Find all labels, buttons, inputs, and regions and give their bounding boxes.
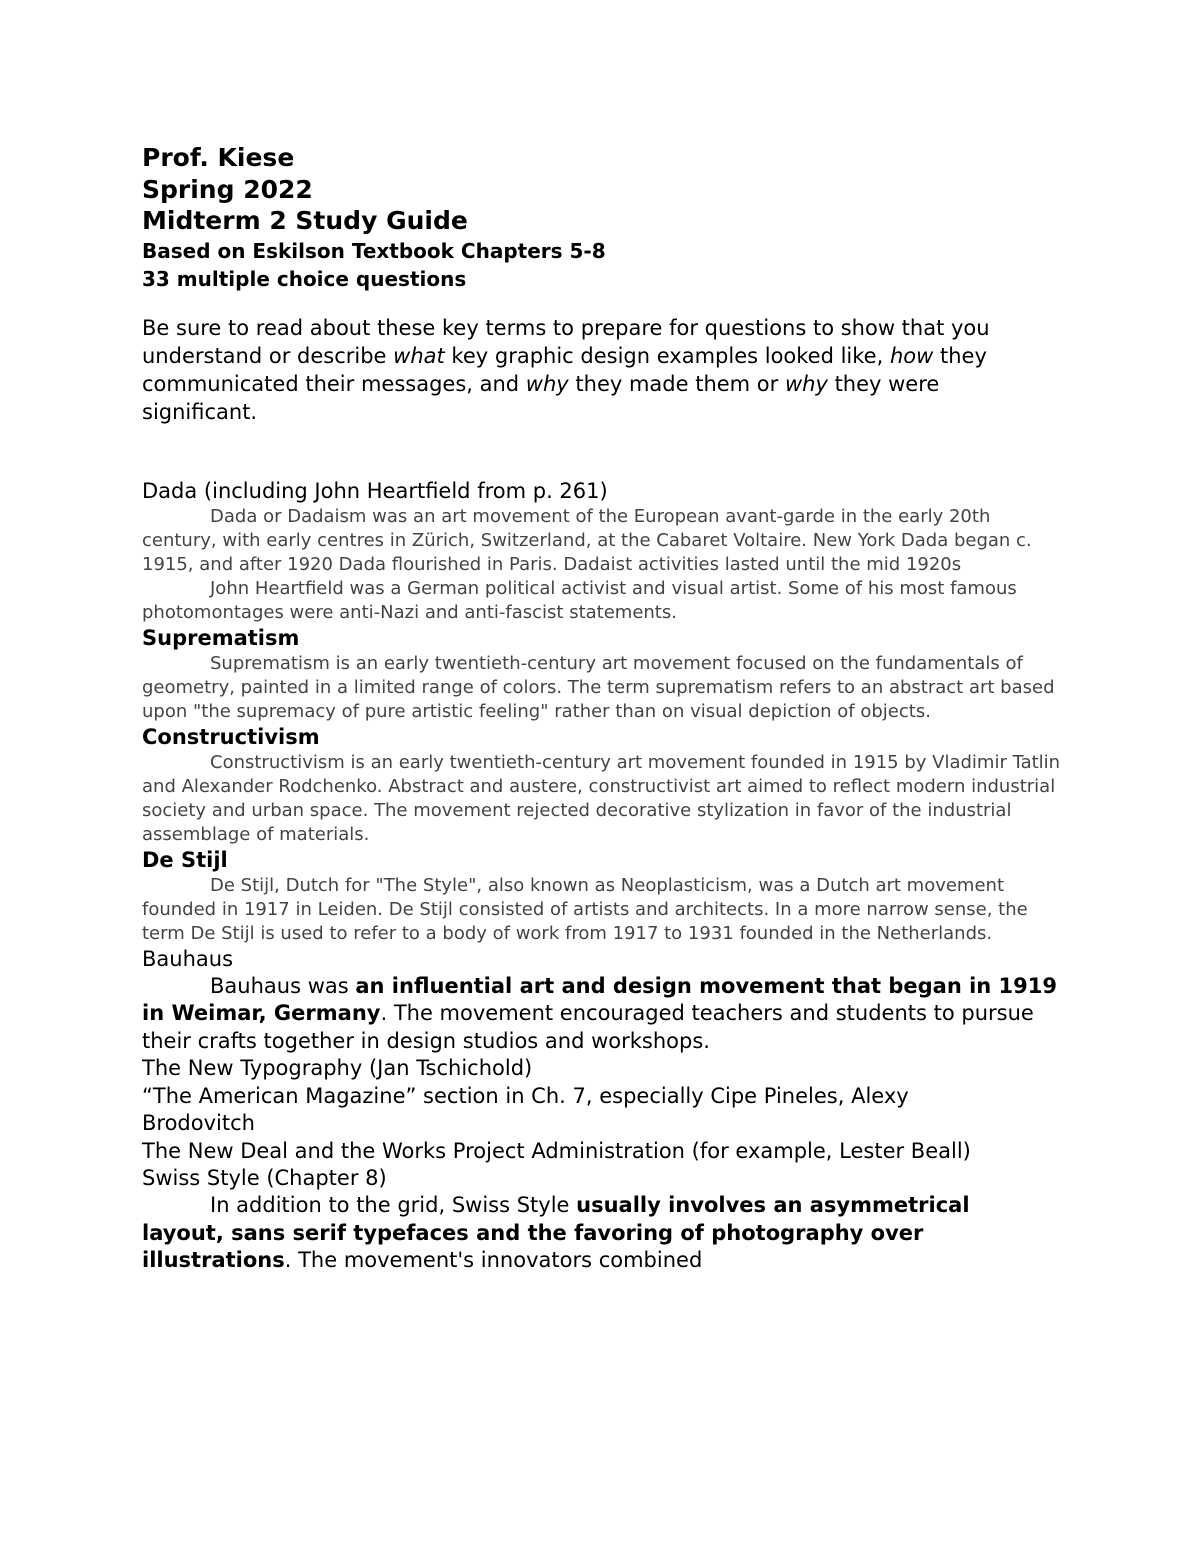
section-constructivism <box>142 724 1062 847</box>
swiss-text: In addition to the grid, Swiss Style <box>210 1193 577 1217</box>
suprematism-description: Suprematism is an early twentieth-century art movement focused on the fundamentals of geometry, painted in a limited range of colors. The term suprematism refers to an abstract art based upon "the supremacy of pure artistic feeling" rather than on visual depiction of objects. <box>142 652 1055 722</box>
question-count: 33 multiple choice questions <box>142 266 467 291</box>
heartfield-description: John Heartfield was a German political activist and visual artist. Some of his most famous photomontages were anti-Nazi and anti-fascist statements. <box>142 577 1017 623</box>
section-title-dada: Dada (including John Heartfield from p. 261) <box>142 478 608 503</box>
professor-name: Prof. Kiese <box>142 143 295 172</box>
term: Spring 2022 <box>142 174 313 204</box>
constructivism-description: Constructivism is an early twentieth-century art movement founded in 1915 by Vladimir Tatlin and Alexander Rodchenko. Abstract and austere, constructivist art aimed to reflect modern industrial society and urban space. The movement rejected decorative stylization in favor of the industrial assemblage of materials. <box>142 751 1061 845</box>
document-page <box>142 142 1062 1275</box>
header-block <box>142 142 1062 293</box>
section-title-constructivism: Constructivism <box>142 724 320 749</box>
section-title-suprematism: Suprematism <box>142 625 300 650</box>
intro-text: they were significant. <box>142 371 940 424</box>
section-destijl <box>142 847 1062 946</box>
section-description <box>142 973 1057 1056</box>
bauhaus-text: . The movement encouraged teachers and students to pursue their crafts together in design studios and workshops. <box>142 1001 1034 1053</box>
section-description <box>142 874 1062 946</box>
section-title-new-typography: The New Typography (Jan Tschichold) <box>142 1056 533 1080</box>
section-description <box>142 505 1062 625</box>
document-title: Midterm 2 Study Guide <box>142 206 468 235</box>
section-title-destijl: De Stijl <box>142 847 228 872</box>
intro-text: key graphic design examples looked like, <box>444 343 890 368</box>
section-suprematism <box>142 625 1062 724</box>
section-title-bauhaus: Bauhaus <box>142 946 234 971</box>
destijl-description: De Stijl, Dutch for "The Style", also known as Neoplasticism, was a Dutch art movement founded in 1917 in Leiden. De Stijl consisted of artists and architects. In a more narrow sense, the term De Stijl is used to refer to a body of work from 1917 to 1931 founded in the Netherlands. <box>142 874 1028 944</box>
swiss-text: . The movement's innovators combined <box>284 1248 703 1272</box>
section-title-swiss: Swiss Style (Chapter 8) <box>142 1166 387 1190</box>
section-title-american-magazine: “The American Magazine” section in Ch. 7, especially Cipe Pineles, Alexy Brodovitch <box>142 1083 909 1135</box>
intro-paragraph <box>142 314 1052 426</box>
intro-text: they made them or <box>568 371 785 396</box>
intro-emphasis-why: why <box>784 371 828 396</box>
bauhaus-text: Bauhaus was <box>210 973 356 998</box>
swiss-emphasis: usually involves an asymmetrical layout, sans serif typefaces and the favoring of photography over illustrations <box>142 1193 970 1272</box>
section-description <box>142 1192 1057 1275</box>
intro-text: Be sure to read about these key terms to prepare for questions to show that you understand or describe <box>142 315 990 368</box>
section-swiss <box>142 1165 1062 1275</box>
section-bauhaus <box>142 946 1062 1056</box>
section-dada <box>142 478 1062 625</box>
dada-description: Dada or Dadaism was an art movement of the European avant-garde in the early 20th century, with early centres in Zürich, Switzerland, at the Cabaret Voltaire. New York Dada began c. 1915, and after 1920 Dada flourished in Paris. Dadaist activities lasted until the mid 1920s <box>142 505 1032 575</box>
section-title-new-deal: The New Deal and the Works Project Administration (for example, Lester Beall) <box>142 1138 971 1163</box>
section-description <box>142 751 1062 847</box>
intro-text: they communicated their messages, and <box>142 343 987 396</box>
bauhaus-description <box>142 973 1057 1056</box>
intro-emphasis-why: why <box>525 371 569 396</box>
intro-emphasis-what: what <box>393 343 445 368</box>
bauhaus-emphasis: an influential art and design movement that began in 1919 in Weimar, Germany <box>142 973 1057 1025</box>
textbook-reference: Based on Eskilson Textbook Chapters 5-8 <box>142 238 606 263</box>
spacer <box>142 426 1062 478</box>
intro-emphasis-how: how <box>889 343 934 368</box>
swiss-description <box>142 1192 1057 1275</box>
section-description <box>142 652 1062 724</box>
